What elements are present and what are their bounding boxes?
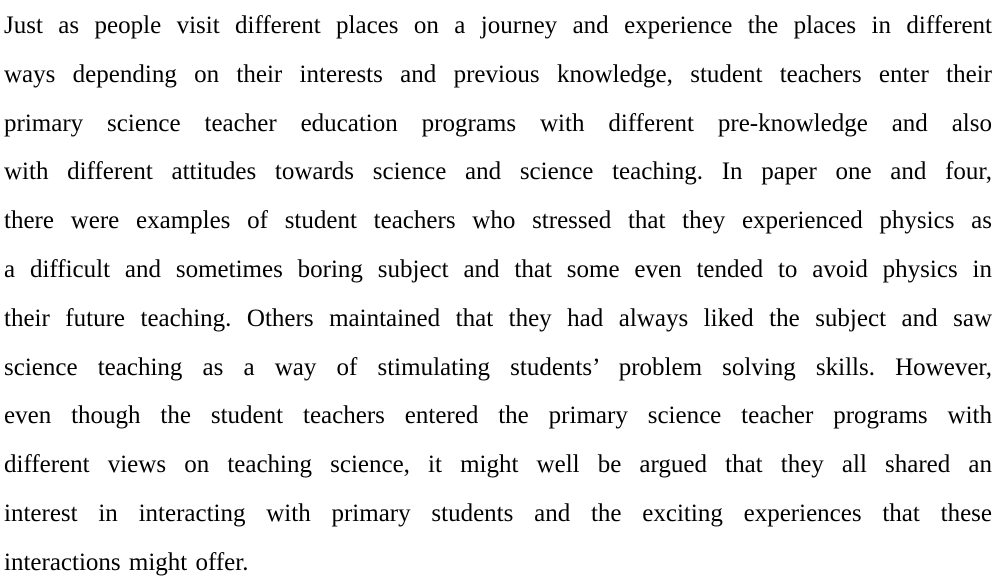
paragraph-line-10: different views on teaching science, it might well be argued that they all shared an [4,451,992,479]
paragraph-line-12: interactions might offer. [4,548,249,576]
paragraph-line-9: even though the student teachers entered the primary science teacher programs with [4,402,992,430]
paragraph-line-5: there were examples of student teachers who stressed that they experienced physics as [4,207,992,235]
paragraph-line-2: ways depending on their interests and previous knowledge, student teachers enter their [4,60,992,88]
paragraph-line-8: science teaching as a way of stimulating students’ problem solving skills. However, [4,353,992,381]
paragraph-line-4: with different attitudes towards science and science teaching. In paper one and four, [4,158,992,186]
paragraph-line-11: interest in interacting with primary students and the exciting experiences that these [4,499,992,527]
paragraph-line-6: a difficult and sometimes boring subject and that some even tended to avoid physics in [4,255,992,283]
paragraph-line-1: Just as people visit different places on a journey and experience the places in different [4,12,992,39]
paragraph-line-3: primary science teacher education programs with different pre-knowledge and also [4,109,992,137]
body-paragraph [4,2,992,588]
paragraph-line-7: their future teaching. Others maintained that they had always liked the subject and saw [4,304,992,332]
